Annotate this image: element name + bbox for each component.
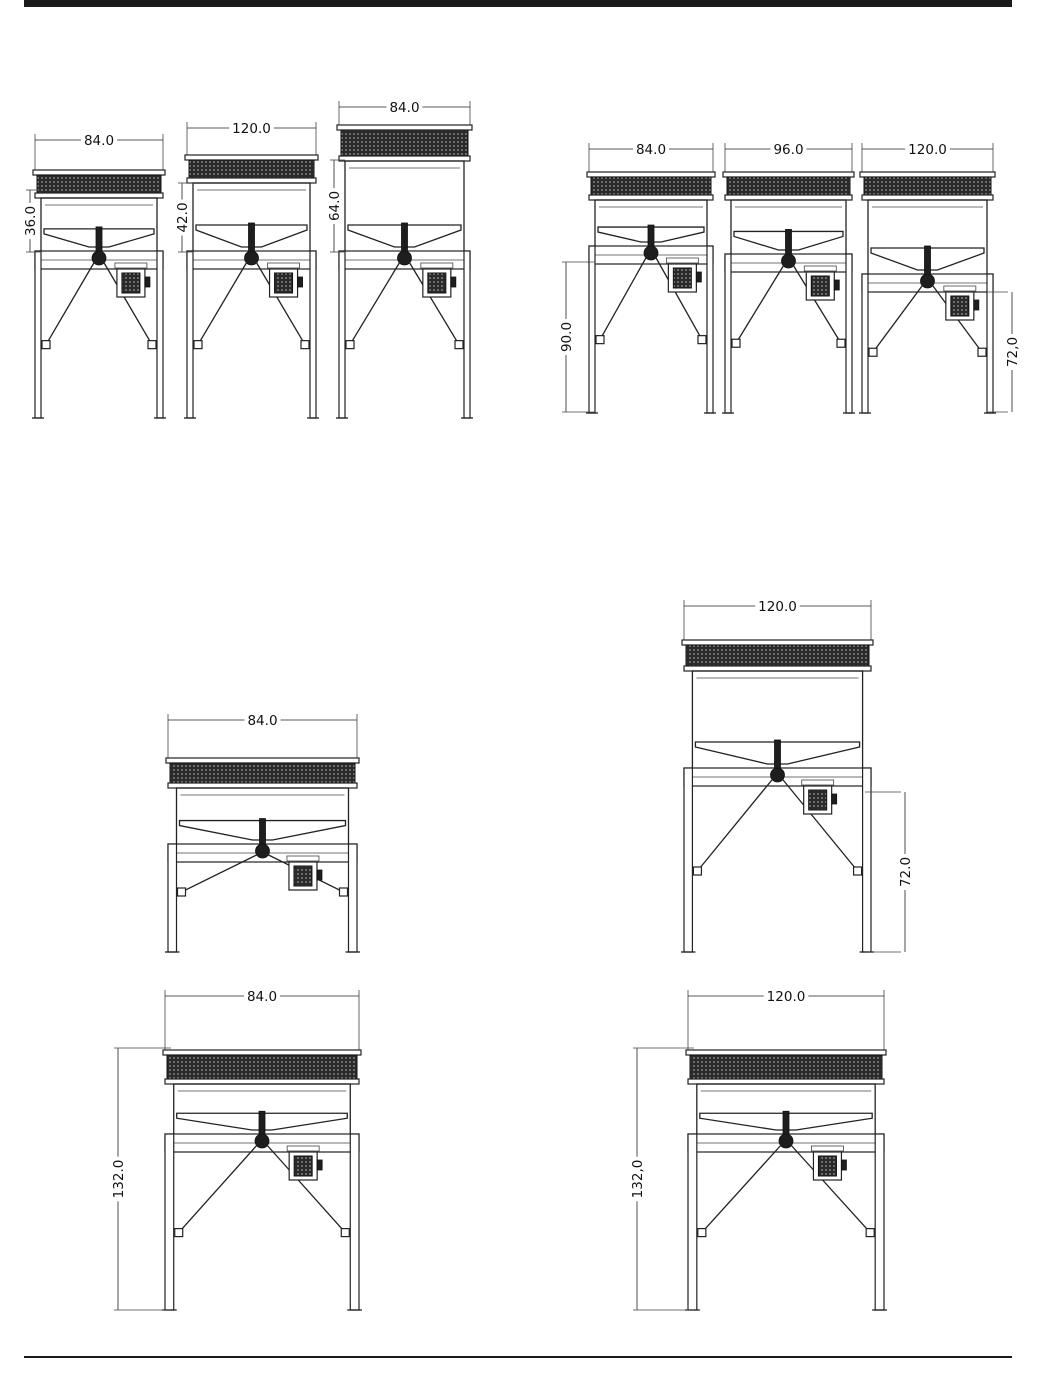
motor-shaft bbox=[145, 277, 150, 287]
motor-fins bbox=[811, 276, 829, 296]
motor-shaft bbox=[451, 277, 456, 287]
top-rail bbox=[860, 172, 995, 177]
spindle bbox=[260, 819, 266, 846]
machine-drawing-row1-f bbox=[859, 142, 1021, 413]
machine-drawing-row1-a bbox=[22, 133, 166, 418]
spindle bbox=[786, 229, 792, 256]
left-leg bbox=[589, 246, 595, 413]
roller-grille bbox=[727, 177, 850, 195]
brace-bracket-left bbox=[869, 348, 877, 356]
left-leg bbox=[35, 251, 41, 418]
brace-bracket-right bbox=[339, 888, 347, 896]
brace-bracket-left bbox=[698, 1229, 706, 1237]
height-dimension-label: 72,0 bbox=[1005, 336, 1021, 368]
left-leg bbox=[688, 1134, 697, 1310]
brace-bracket-left bbox=[175, 1229, 183, 1237]
width-dimension-label: 84.0 bbox=[246, 989, 278, 1005]
motor-fins bbox=[294, 866, 312, 886]
machine-drawing-row1-d bbox=[558, 142, 716, 413]
right-leg bbox=[464, 251, 470, 418]
motor-shaft bbox=[298, 277, 303, 287]
roller-grille bbox=[686, 645, 869, 666]
width-dimension-label: 120.0 bbox=[766, 989, 806, 1005]
grille-base bbox=[168, 783, 357, 788]
machine-drawing-row1-e bbox=[722, 142, 855, 413]
spindle bbox=[775, 740, 781, 770]
brace-bracket-right bbox=[455, 341, 463, 349]
right-leg bbox=[987, 274, 993, 413]
brace-left bbox=[736, 264, 785, 343]
motor-fins bbox=[122, 273, 140, 293]
grille-base bbox=[35, 193, 163, 198]
left-leg bbox=[165, 1134, 174, 1310]
top-rail bbox=[163, 1050, 361, 1055]
spindle bbox=[249, 223, 255, 253]
height-dimension-label: 132.0 bbox=[111, 1159, 127, 1199]
machine-drawing-row2-a bbox=[165, 713, 360, 952]
left-leg bbox=[684, 768, 692, 952]
brace-left bbox=[697, 778, 773, 871]
grille-base bbox=[725, 195, 852, 200]
width-dimension-label: 120.0 bbox=[758, 599, 797, 615]
roller-grille bbox=[167, 1055, 357, 1079]
height-dimension-label: 42.0 bbox=[175, 202, 191, 233]
brace-bracket-right bbox=[837, 339, 845, 347]
grille-base bbox=[862, 195, 993, 200]
left-leg bbox=[168, 844, 177, 952]
brace-bracket-right bbox=[341, 1229, 349, 1237]
height-dimension-label: 36.0 bbox=[23, 205, 39, 237]
brace-left bbox=[350, 261, 401, 345]
brace-left bbox=[873, 284, 924, 352]
roller-grille bbox=[341, 130, 468, 156]
spindle bbox=[402, 223, 408, 253]
brace-bracket-right bbox=[698, 336, 706, 344]
width-dimension-label: 120.0 bbox=[908, 142, 947, 158]
drive-hub bbox=[256, 844, 270, 858]
motor-fins bbox=[275, 273, 293, 293]
brace-bracket-left bbox=[42, 341, 50, 349]
machine-drawing-row3-a bbox=[110, 989, 362, 1310]
motor-fins bbox=[809, 790, 827, 810]
right-leg bbox=[348, 844, 357, 952]
motor-shaft bbox=[696, 272, 701, 282]
motor-fins bbox=[428, 273, 446, 293]
grille-base bbox=[339, 156, 470, 161]
right-leg bbox=[875, 1134, 884, 1310]
height-dimension-label: 90.0 bbox=[559, 321, 575, 353]
width-dimension-label: 120.0 bbox=[232, 121, 271, 137]
motor-shaft bbox=[317, 1160, 322, 1170]
footer-rule bbox=[24, 1356, 1012, 1358]
brace-bracket-right bbox=[866, 1229, 874, 1237]
height-dimension-label: 64.0 bbox=[327, 190, 343, 222]
right-leg bbox=[157, 251, 163, 418]
machine-drawing-row1-b bbox=[174, 121, 319, 418]
roller-grille bbox=[591, 177, 711, 195]
motor-shaft bbox=[832, 794, 837, 804]
width-dimension-label: 84.0 bbox=[83, 133, 115, 149]
roller-grille bbox=[37, 175, 161, 193]
brace-bracket-left bbox=[194, 341, 202, 349]
machine-drawing-row2-b bbox=[681, 599, 914, 952]
machine-drawing-row1-c bbox=[326, 100, 473, 418]
top-rail bbox=[166, 758, 359, 763]
brace-left bbox=[179, 1144, 258, 1233]
roller-grille bbox=[864, 177, 991, 195]
height-dimension-label: 132,0 bbox=[630, 1159, 646, 1199]
grille-base bbox=[187, 178, 316, 183]
right-leg bbox=[863, 768, 871, 952]
motor-fins bbox=[673, 268, 691, 288]
top-rail bbox=[185, 155, 318, 160]
motor-shaft bbox=[834, 280, 839, 290]
left-leg bbox=[339, 251, 345, 418]
brace-bracket-left bbox=[693, 867, 701, 875]
roller-grille bbox=[170, 763, 355, 783]
brace-bracket-right bbox=[148, 341, 156, 349]
right-leg bbox=[350, 1134, 359, 1310]
motor-fins bbox=[294, 1156, 312, 1176]
height-dimension-label: 72.0 bbox=[898, 856, 914, 888]
width-dimension-label: 84.0 bbox=[389, 100, 420, 116]
width-dimension-label: 96.0 bbox=[773, 142, 804, 158]
top-rail bbox=[682, 640, 873, 645]
brace-bracket-left bbox=[346, 341, 354, 349]
brace-bracket-right bbox=[978, 348, 986, 356]
motor-fins bbox=[951, 296, 969, 316]
brace-bracket-left bbox=[732, 339, 740, 347]
brace-bracket-left bbox=[178, 888, 186, 896]
spindle bbox=[925, 246, 931, 276]
top-rail bbox=[337, 125, 472, 130]
grille-base bbox=[688, 1079, 884, 1084]
spindle bbox=[783, 1111, 789, 1136]
roller-grille bbox=[189, 160, 314, 178]
grille-base bbox=[684, 666, 871, 671]
brace-left bbox=[198, 261, 248, 345]
grille-base bbox=[165, 1079, 359, 1084]
top-rail bbox=[33, 170, 165, 175]
brace-left bbox=[600, 256, 647, 340]
motor-fins bbox=[818, 1156, 836, 1176]
top-rail bbox=[723, 172, 854, 177]
width-dimension-label: 84.0 bbox=[247, 713, 278, 729]
top-rail bbox=[686, 1050, 886, 1055]
right-leg bbox=[846, 254, 852, 413]
left-leg bbox=[187, 251, 193, 418]
motor-shaft bbox=[974, 300, 979, 310]
spindle bbox=[648, 225, 654, 248]
right-leg bbox=[707, 246, 713, 413]
left-leg bbox=[862, 274, 868, 413]
top-rail bbox=[587, 172, 715, 177]
brace-bracket-right bbox=[301, 341, 309, 349]
width-dimension-label: 84.0 bbox=[635, 142, 667, 158]
motor-shaft bbox=[317, 870, 322, 880]
brace-bracket-right bbox=[854, 867, 862, 875]
right-leg bbox=[310, 251, 316, 418]
left-leg bbox=[725, 254, 731, 413]
spindle bbox=[96, 227, 102, 253]
brace-left bbox=[46, 261, 95, 345]
spindle bbox=[259, 1111, 265, 1136]
machine-drawing-row3-b bbox=[629, 989, 887, 1310]
motor-shaft bbox=[841, 1160, 846, 1170]
grille-base bbox=[589, 195, 713, 200]
brace-bracket-left bbox=[596, 336, 604, 344]
brace-left bbox=[702, 1144, 782, 1233]
roller-grille bbox=[690, 1055, 882, 1079]
